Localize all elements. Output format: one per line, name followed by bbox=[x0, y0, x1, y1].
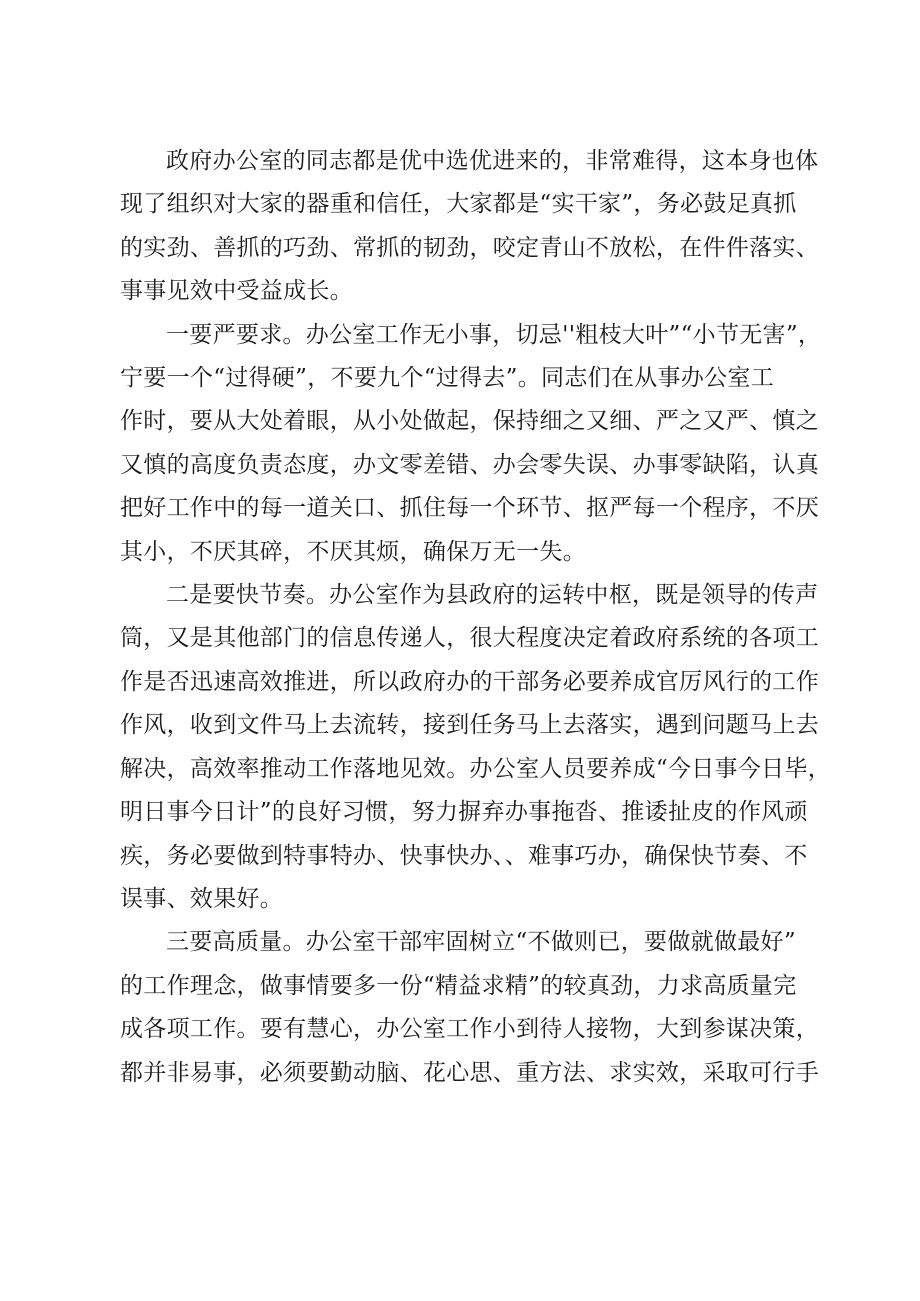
text-line: 误事、效果好。 bbox=[120, 885, 284, 912]
document-body bbox=[120, 140, 832, 1095]
text-line: 把好工作中的每一道关口、抓住每一个环节、抠严每一个程序，不厌 bbox=[120, 495, 819, 522]
text-line: 又慎的高度负责态度，办文零差错、办会零失误、办事零缺陷，认真 bbox=[120, 451, 819, 478]
text-line: 一要严要求。办公室工作无小事，切忌''粗枝大叶”“小节无害”， bbox=[166, 321, 822, 348]
paragraph-strict-requirements bbox=[120, 314, 822, 574]
text-line: 解决，高效率推动工作落地见效。办公室人员要养成“今日事今日毕， bbox=[120, 755, 832, 782]
text-line: 宁要一个“过得硬”，不要九个“过得去”。同志们在从事办公室工 bbox=[120, 365, 775, 392]
text-line: 事事见效中受益成长。 bbox=[120, 278, 353, 305]
text-line: 成各项工作。要有慧心，办公室工作小到待人接物，大到参谋决策， bbox=[120, 1016, 819, 1043]
paragraph-intro bbox=[120, 140, 819, 314]
text-line: 都并非易事，必须要勤动脑、花心思、重方法、求实效，采取可行手 bbox=[120, 1059, 819, 1086]
text-line: 三要高质量。办公室干部牢固树立“不做则已，要做就做最好” bbox=[166, 929, 796, 956]
paragraph-fast-pace bbox=[120, 574, 832, 921]
text-line: 作是否迅速高效推进，所以政府办的干部务必要养成官厉风行的工作 bbox=[120, 668, 819, 695]
text-line: 疾，务必要做到特事特办、快事快办、、难事巧办，确保快节奏、不 bbox=[120, 842, 808, 869]
text-line: 政府办公室的同志都是优中选优进来的，非常难得，这本身也体 bbox=[166, 148, 819, 174]
text-line: 现了组织对大家的器重和信任，大家都是“实干家”，务必鼓足真抓 bbox=[120, 191, 797, 218]
text-line: 其小，不厌其碎，不厌其烦，确保万无一失。 bbox=[120, 538, 586, 565]
text-line: 的工作理念，做事情要多一份“精益求精”的较真劲，力求高质量完 bbox=[120, 972, 797, 999]
text-line: 作风，收到文件马上去流转，接到任务马上去落实，遇到问题马上去 bbox=[120, 712, 819, 739]
text-line: 筒，又是其他部门的信息传递人，很大程度决定着政府系统的各项工 bbox=[120, 625, 819, 652]
paragraph-high-quality bbox=[120, 921, 819, 1095]
text-line: 二是要快节奏。办公室作为县政府的运转中枢，既是领导的传声 bbox=[166, 582, 819, 609]
text-line: 明日事今日计”的良好习惯，努力摒弃办事拖沓、推诿扯皮的作风顽 bbox=[120, 799, 808, 826]
text-line: 作时，要从大处着眼，从小处做起，保持细之又细、严之又严、慎之 bbox=[120, 408, 819, 435]
text-line: 的实劲、善抓的巧劲、常抓的韧劲，咬定青山不放松，在件件落实、 bbox=[120, 234, 819, 261]
